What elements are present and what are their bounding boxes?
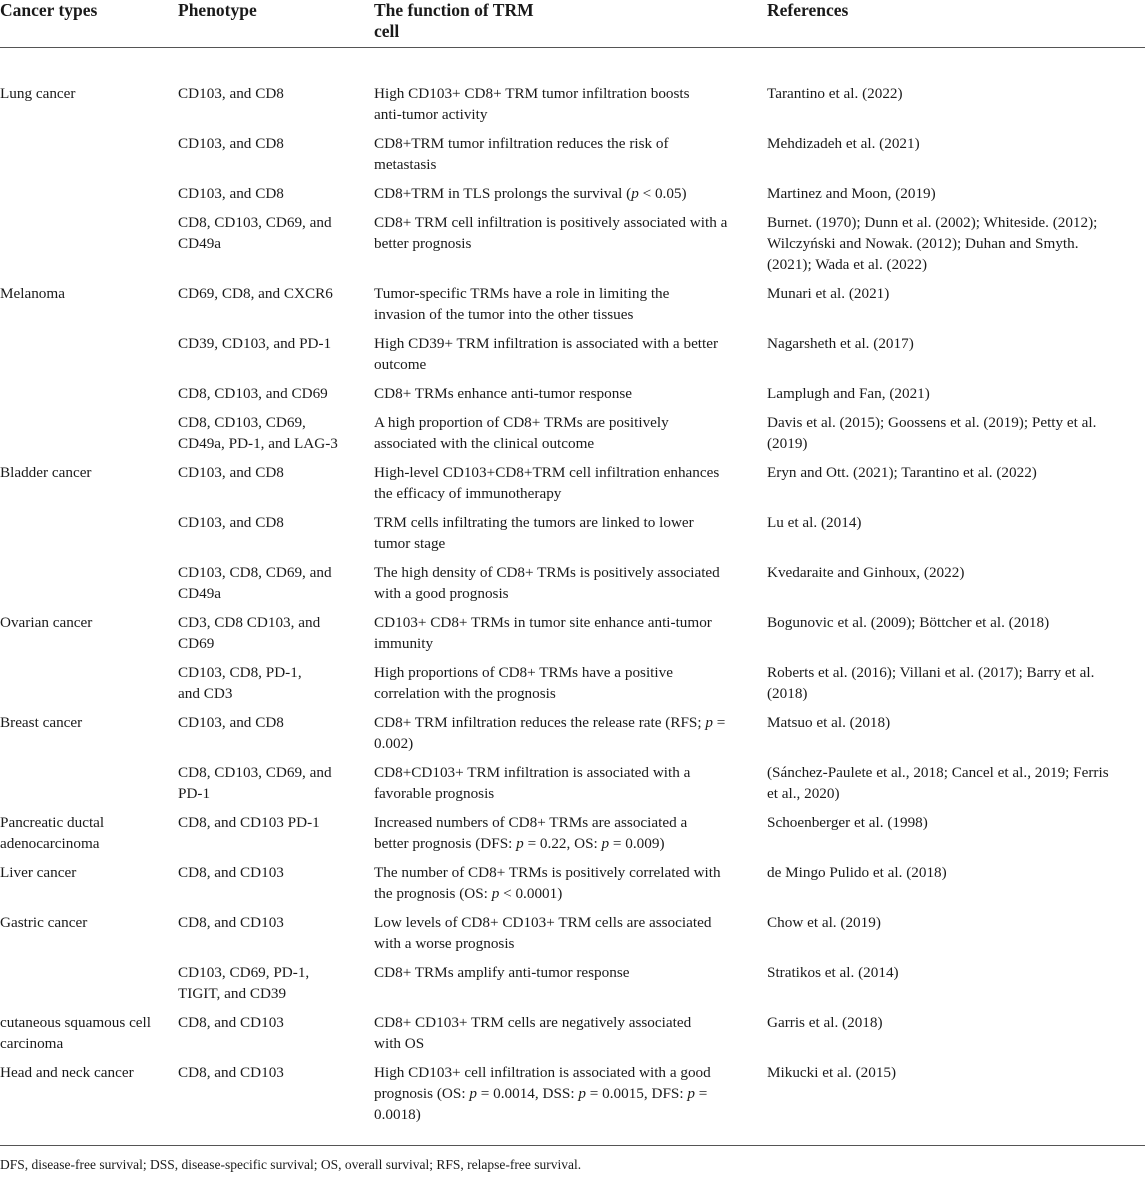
cell-references xyxy=(761,133,1145,183)
cell-function xyxy=(368,912,761,962)
cell-references xyxy=(761,333,1145,383)
cell-phenotype xyxy=(172,48,368,134)
reference-line: Tarantino et al. (2022) xyxy=(767,85,903,102)
reference-line: Lu et al. (2014) xyxy=(767,514,862,531)
cell-phenotype xyxy=(172,283,368,333)
function-line: CD8+TRM in TLS prolongs the survival (p < 0.05) xyxy=(374,185,687,202)
table-row xyxy=(0,383,1145,412)
function-line: 0.002) xyxy=(374,735,414,752)
reference-line: Eryn and Ott. (2021); Tarantino et al. (2022) xyxy=(767,464,1037,481)
table-row xyxy=(0,612,1145,662)
cell-phenotype xyxy=(172,762,368,812)
function-line: CD8+ TRMs amplify anti-tumor response xyxy=(374,964,630,981)
table-row xyxy=(0,1062,1145,1146)
function-line: with a good prognosis xyxy=(374,585,509,602)
cancer-type-label: cutaneous squamous cell carcinoma xyxy=(0,1014,151,1052)
phenotype-line: CD8, and CD103 xyxy=(178,1064,284,1081)
table-row xyxy=(0,862,1145,912)
phenotype-line: CD8, and CD103 PD-1 xyxy=(178,814,320,831)
cell-phenotype xyxy=(172,712,368,762)
reference-line: (2018) xyxy=(767,685,808,702)
cell-references xyxy=(761,762,1145,812)
header-cancer-types: Cancer types xyxy=(0,0,172,48)
cell-cancer-type xyxy=(0,412,172,462)
function-line: metastasis xyxy=(374,156,437,173)
function-line: prognosis (OS: p = 0.0014, DSS: p = 0.0015, DFS: p = xyxy=(374,1085,708,1102)
function-line: the efficacy of immunotherapy xyxy=(374,485,562,502)
cancer-type-label: Breast cancer xyxy=(0,714,83,731)
cell-cancer-type xyxy=(0,912,172,962)
header-phenotype: Phenotype xyxy=(172,0,368,48)
cell-cancer-type xyxy=(0,562,172,612)
cell-function xyxy=(368,512,761,562)
reference-line: Martinez and Moon, (2019) xyxy=(767,185,936,202)
function-line: CD8+ TRM cell infiltration is positively associated with a xyxy=(374,214,728,231)
table-row xyxy=(0,333,1145,383)
cell-function xyxy=(368,962,761,1012)
cell-function xyxy=(368,462,761,512)
cancer-type-label: Melanoma xyxy=(0,285,65,302)
function-line: High CD103+ CD8+ TRM tumor infiltration boosts xyxy=(374,85,690,102)
cell-cancer-type xyxy=(0,712,172,762)
function-line: High CD103+ cell infiltration is associated with a good xyxy=(374,1064,711,1081)
cell-cancer-type xyxy=(0,812,172,862)
function-line: tumor stage xyxy=(374,535,446,552)
table-row xyxy=(0,212,1145,283)
header-function-line1: The function of TRM xyxy=(374,0,534,20)
cancer-type-label: Gastric cancer xyxy=(0,914,88,931)
cell-cancer-type xyxy=(0,133,172,183)
cell-function xyxy=(368,48,761,134)
cell-phenotype xyxy=(172,1012,368,1062)
cell-phenotype xyxy=(172,183,368,212)
cell-function xyxy=(368,133,761,183)
reference-line: et al., 2020) xyxy=(767,785,840,802)
cell-function xyxy=(368,712,761,762)
cell-function xyxy=(368,812,761,862)
cell-references xyxy=(761,1062,1145,1146)
cell-cancer-type xyxy=(0,283,172,333)
cell-phenotype xyxy=(172,912,368,962)
phenotype-line: CD103, CD8, PD-1, xyxy=(178,664,302,681)
reference-line: Matsuo et al. (2018) xyxy=(767,714,891,731)
phenotype-line: CD39, CD103, and PD-1 xyxy=(178,335,332,352)
function-line: 0.0018) xyxy=(374,1106,421,1123)
cell-function xyxy=(368,662,761,712)
function-line: CD8+TRM tumor infiltration reduces the risk of xyxy=(374,135,669,152)
phenotype-line: CD49a xyxy=(178,585,222,602)
phenotype-line: CD103, and CD8 xyxy=(178,85,284,102)
phenotype-line: CD103, and CD8 xyxy=(178,464,284,481)
cell-cancer-type xyxy=(0,48,172,134)
reference-line: Wilczyński and Nowak. (2012); Duhan and Smyth. xyxy=(767,235,1079,252)
cancer-type-label: Lung cancer xyxy=(0,85,76,102)
cell-cancer-type xyxy=(0,862,172,912)
cancer-type-label: Pancreatic ductal adenocarcinoma xyxy=(0,814,105,852)
function-line: High proportions of CD8+ TRMs have a positive xyxy=(374,664,673,681)
cell-function xyxy=(368,862,761,912)
reference-line: Garris et al. (2018) xyxy=(767,1014,883,1031)
function-line: Low levels of CD8+ CD103+ TRM cells are associated xyxy=(374,914,712,931)
table-row xyxy=(0,283,1145,333)
table-body xyxy=(0,48,1145,1146)
cell-cancer-type xyxy=(0,512,172,562)
function-line: with OS xyxy=(374,1035,425,1052)
phenotype-line: TIGIT, and CD39 xyxy=(178,985,287,1002)
function-line: High CD39+ TRM infiltration is associated with a better xyxy=(374,335,719,352)
header-function-line2: cell xyxy=(374,21,400,41)
function-line: better prognosis (DFS: p = 0.22, OS: p = 0.009) xyxy=(374,835,665,852)
cell-references xyxy=(761,662,1145,712)
table-row xyxy=(0,133,1145,183)
function-line: favorable prognosis xyxy=(374,785,495,802)
phenotype-line: CD8, CD103, CD69, and xyxy=(178,214,332,231)
phenotype-line: CD103, and CD8 xyxy=(178,714,284,731)
cell-references xyxy=(761,48,1145,134)
table-row xyxy=(0,812,1145,862)
cancer-type-label: Ovarian cancer xyxy=(0,614,93,631)
cell-function xyxy=(368,612,761,662)
cell-cancer-type xyxy=(0,1012,172,1062)
cell-cancer-type xyxy=(0,762,172,812)
cell-references xyxy=(761,1012,1145,1062)
phenotype-line: CD103, and CD8 xyxy=(178,514,284,531)
cell-cancer-type xyxy=(0,333,172,383)
reference-line: Kvedaraite and Ginhoux, (2022) xyxy=(767,564,965,581)
reference-line: Mikucki et al. (2015) xyxy=(767,1064,897,1081)
function-line: TRM cells infiltrating the tumors are linked to lower xyxy=(374,514,694,531)
table-row xyxy=(0,562,1145,612)
cell-phenotype xyxy=(172,862,368,912)
phenotype-line: CD8, and CD103 xyxy=(178,864,284,881)
cell-phenotype xyxy=(172,962,368,1012)
cell-references xyxy=(761,383,1145,412)
cell-phenotype xyxy=(172,133,368,183)
reference-line: Chow et al. (2019) xyxy=(767,914,881,931)
function-line: associated with the clinical outcome xyxy=(374,435,595,452)
function-line: CD8+ TRM infiltration reduces the release rate (RFS; p = xyxy=(374,714,726,731)
cell-cancer-type xyxy=(0,1062,172,1146)
table-header xyxy=(0,0,1145,48)
function-line: immunity xyxy=(374,635,434,652)
cell-cancer-type xyxy=(0,212,172,283)
cell-references xyxy=(761,562,1145,612)
cell-function xyxy=(368,333,761,383)
cell-references xyxy=(761,512,1145,562)
function-line: Tumor-specific TRMs have a role in limiting the xyxy=(374,285,670,302)
function-line: outcome xyxy=(374,356,427,373)
reference-line: Davis et al. (2015); Goossens et al. (2019); Petty et al. xyxy=(767,414,1097,431)
cell-cancer-type xyxy=(0,612,172,662)
cell-references xyxy=(761,862,1145,912)
reference-line: Nagarsheth et al. (2017) xyxy=(767,335,914,352)
phenotype-line: and CD3 xyxy=(178,685,233,702)
cell-function xyxy=(368,183,761,212)
reference-line: Munari et al. (2021) xyxy=(767,285,890,302)
reference-line: Burnet. (1970); Dunn et al. (2002); Whiteside. (2012); xyxy=(767,214,1098,231)
function-line: The high density of CD8+ TRMs is positively associated xyxy=(374,564,720,581)
table-row xyxy=(0,762,1145,812)
function-line: anti-tumor activity xyxy=(374,106,488,123)
table-row xyxy=(0,462,1145,512)
cell-phenotype xyxy=(172,383,368,412)
cell-function xyxy=(368,762,761,812)
table-row xyxy=(0,1012,1145,1062)
phenotype-line: CD49a xyxy=(178,235,222,252)
cell-references xyxy=(761,183,1145,212)
cell-references xyxy=(761,812,1145,862)
reference-line: Mehdizadeh et al. (2021) xyxy=(767,135,920,152)
cell-function xyxy=(368,283,761,333)
function-line: with a worse prognosis xyxy=(374,935,515,952)
reference-line: (2019) xyxy=(767,435,808,452)
phenotype-line: CD8, and CD103 xyxy=(178,914,284,931)
function-line: Increased numbers of CD8+ TRMs are associated a xyxy=(374,814,688,831)
cell-phenotype xyxy=(172,812,368,862)
cell-function xyxy=(368,1062,761,1146)
function-line: The number of CD8+ TRMs is positively correlated with xyxy=(374,864,721,881)
reference-line: Stratikos et al. (2014) xyxy=(767,964,899,981)
function-line: CD8+ CD103+ TRM cells are negatively associated xyxy=(374,1014,692,1031)
reference-line: Schoenberger et al. (1998) xyxy=(767,814,928,831)
reference-line: de Mingo Pulido et al. (2018) xyxy=(767,864,947,881)
phenotype-line: CD49a, PD-1, and LAG-3 xyxy=(178,435,338,452)
table-footnote: DFS, disease-free survival; DSS, disease-specific survival; OS, overall survival; RFS, relapse-free survival. xyxy=(0,1157,582,1172)
reference-line: (Sánchez-Paulete et al., 2018; Cancel et al., 2019; Ferris xyxy=(767,764,1109,781)
phenotype-line: CD8, and CD103 xyxy=(178,1014,284,1031)
cell-cancer-type xyxy=(0,183,172,212)
cell-phenotype xyxy=(172,512,368,562)
function-line: High-level CD103+CD8+TRM cell infiltration enhances xyxy=(374,464,720,481)
reference-line: Lamplugh and Fan, (2021) xyxy=(767,385,930,402)
phenotype-line: CD103, CD8, CD69, and xyxy=(178,564,332,581)
phenotype-line: PD-1 xyxy=(178,785,211,802)
cancer-type-label: Liver cancer xyxy=(0,864,77,881)
function-line: CD103+ CD8+ TRMs in tumor site enhance anti-tumor xyxy=(374,614,712,631)
function-line: better prognosis xyxy=(374,235,472,252)
table-row xyxy=(0,48,1145,134)
phenotype-line: CD103, and CD8 xyxy=(178,135,284,152)
cell-references xyxy=(761,462,1145,512)
function-line: the prognosis (OS: p < 0.0001) xyxy=(374,885,563,902)
phenotype-line: CD3, CD8 CD103, and xyxy=(178,614,321,631)
cell-function xyxy=(368,1012,761,1062)
phenotype-line: CD8, CD103, CD69, xyxy=(178,414,306,431)
table-row xyxy=(0,512,1145,562)
cell-phenotype xyxy=(172,333,368,383)
cell-phenotype xyxy=(172,212,368,283)
cell-references xyxy=(761,412,1145,462)
table-row xyxy=(0,712,1145,762)
phenotype-line: CD69 xyxy=(178,635,215,652)
cell-phenotype xyxy=(172,662,368,712)
cell-cancer-type xyxy=(0,662,172,712)
phenotype-line: CD69, CD8, and CXCR6 xyxy=(178,285,333,302)
table-row xyxy=(0,962,1145,1012)
function-line: CD8+CD103+ TRM infiltration is associated with a xyxy=(374,764,691,781)
cell-function xyxy=(368,383,761,412)
table-row xyxy=(0,412,1145,462)
reference-line: Roberts et al. (2016); Villani et al. (2017); Barry et al. xyxy=(767,664,1095,681)
table-row xyxy=(0,662,1145,712)
cell-cancer-type xyxy=(0,962,172,1012)
cell-phenotype xyxy=(172,612,368,662)
reference-line: (2021); Wada et al. (2022) xyxy=(767,256,928,273)
cell-references xyxy=(761,712,1145,762)
cancer-type-label: Head and neck cancer xyxy=(0,1064,134,1081)
cell-function xyxy=(368,412,761,462)
table-row xyxy=(0,912,1145,962)
cell-references xyxy=(761,283,1145,333)
cell-references xyxy=(761,962,1145,1012)
function-line: invasion of the tumor into the other tissues xyxy=(374,306,634,323)
phenotype-line: CD8, CD103, and CD69 xyxy=(178,385,328,402)
cell-phenotype xyxy=(172,1062,368,1146)
cell-phenotype xyxy=(172,462,368,512)
phenotype-line: CD8, CD103, CD69, and xyxy=(178,764,332,781)
cell-function xyxy=(368,212,761,283)
table-row xyxy=(0,183,1145,212)
header-references: References xyxy=(761,0,1145,48)
cell-references xyxy=(761,612,1145,662)
cell-references xyxy=(761,212,1145,283)
function-line: correlation with the prognosis xyxy=(374,685,556,702)
cell-cancer-type xyxy=(0,462,172,512)
reference-line: Bogunovic et al. (2009); Böttcher et al. (2018) xyxy=(767,614,1050,631)
cell-references xyxy=(761,912,1145,962)
phenotype-line: CD103, and CD8 xyxy=(178,185,284,202)
header-function xyxy=(368,0,761,48)
cell-function xyxy=(368,562,761,612)
cell-phenotype xyxy=(172,412,368,462)
cell-cancer-type xyxy=(0,383,172,412)
phenotype-line: CD103, CD69, PD-1, xyxy=(178,964,310,981)
function-line: CD8+ TRMs enhance anti-tumor response xyxy=(374,385,632,402)
cell-phenotype xyxy=(172,562,368,612)
function-line: A high proportion of CD8+ TRMs are positively xyxy=(374,414,669,431)
cancer-type-label: Bladder cancer xyxy=(0,464,92,481)
